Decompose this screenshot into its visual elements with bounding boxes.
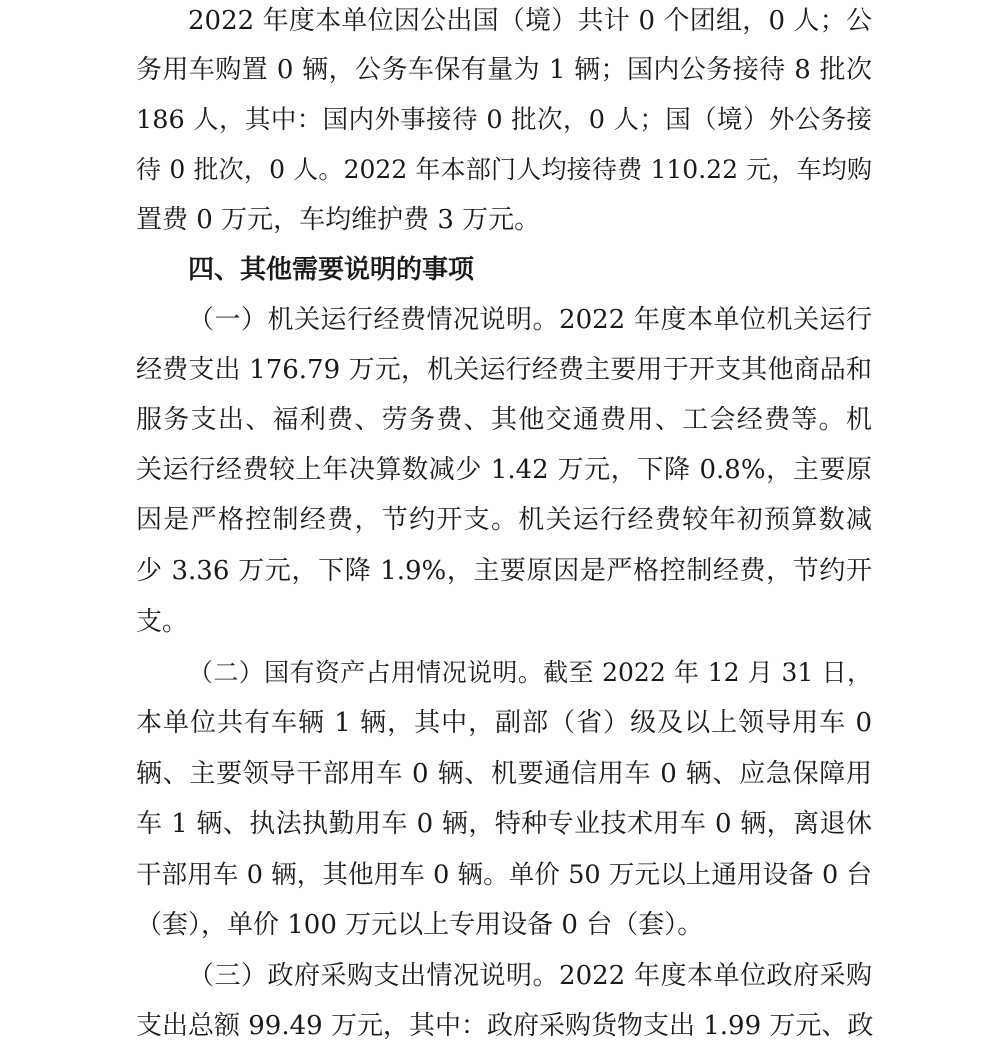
text-line: 2022 年度本单位因公出国（境）共计 0 个团组，0 人；公 [188, 6, 872, 36]
text-line: 干部用车 0 辆，其他用车 0 辆。单价 50 万元以上通用设备 0 台 [136, 860, 872, 890]
text-line: 经费支出 176.79 万元，机关运行经费主要用于开支其他商品和 [136, 355, 872, 385]
text-line: （套），单价 100 万元以上专用设备 0 台（套）。 [136, 910, 704, 940]
text-line: 少 3.36 万元，下降 1.9%，主要原因是严格控制经费，节约开 [136, 556, 872, 586]
text-line: （三）政府采购支出情况说明。2022 年度本单位政府采购 [188, 961, 872, 991]
text-line: 辆、主要领导干部用车 0 辆、机要通信用车 0 辆、应急保障用 [136, 759, 872, 789]
text-line: 因是严格控制经费，节约开支。机关运行经费较年初预算数减 [136, 505, 872, 535]
text-line: 关运行经费较上年决算数减少 1.42 万元，下降 0.8%，主要原 [136, 455, 872, 485]
text-line: 车 1 辆、执法执勤用车 0 辆，特种专业技术用车 0 辆，离退休 [136, 809, 872, 839]
section-heading: 四、其他需要说明的事项 [188, 255, 475, 285]
text-line: （一）机关运行经费情况说明。2022 年度本单位机关运行 [188, 305, 872, 335]
text-line: 务用车购置 0 辆，公务车保有量为 1 辆；国内公务接待 8 批次 [136, 55, 872, 85]
text-line: 186 人，其中：国内外事接待 0 批次，0 人；国（境）外公务接 [136, 105, 872, 135]
text-line: 服务支出、福利费、劳务费、其他交通费用、工会经费等。机 [136, 405, 872, 435]
text-line: （二）国有资产占用情况说明。截至 2022 年 12 月 31 日， [188, 658, 872, 687]
text-line: 待 0 批次，0 人。2022 年本部门人均接待费 110.22 元，车均购 [136, 155, 872, 184]
text-line: 本单位共有车辆 1 辆，其中，副部（省）级及以上领导用车 0 [136, 708, 872, 738]
text-line: 支出总额 99.49 万元，其中：政府采购货物支出 1.99 万元、政 [136, 1011, 874, 1041]
text-line: 置费 0 万元，车均维护费 3 万元。 [136, 205, 541, 235]
text-line: 支。 [136, 607, 189, 637]
